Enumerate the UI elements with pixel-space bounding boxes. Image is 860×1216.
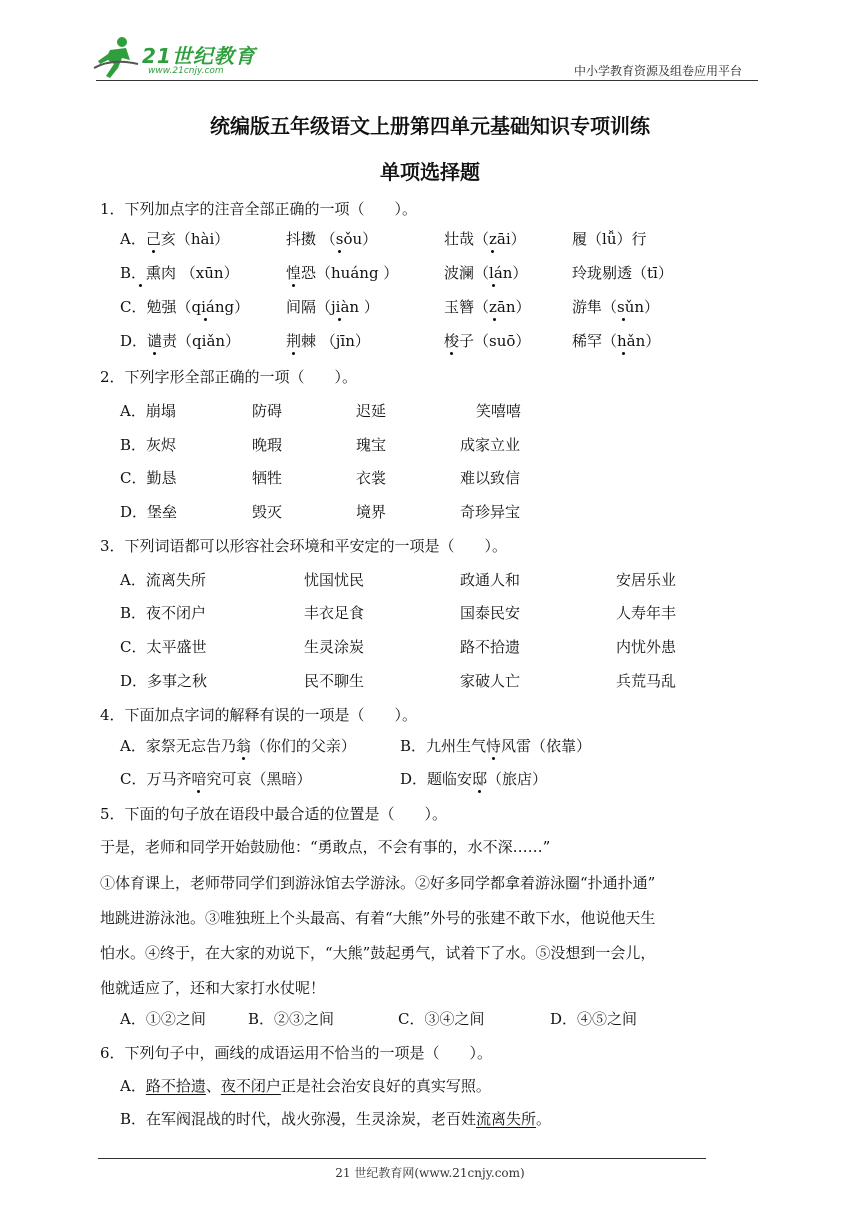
q2-word: 笑嘻嘻: [476, 402, 522, 420]
q5-option-c: C．③④之间: [398, 1010, 485, 1028]
q1-option-c-word-3: 玉簪（zān）: [444, 298, 531, 316]
runner-logo-icon: [92, 34, 142, 80]
q3-word: 内忧外患: [616, 638, 677, 656]
q1-option-b-word-4: 玲珑剔透（tī）: [572, 264, 673, 282]
q2-word: 牺牲: [252, 469, 283, 487]
q1-option-c-word-2: 间隔（jiàn ）: [286, 298, 379, 316]
q3-word: 兵荒马乱: [616, 672, 677, 690]
q2-word: 毁灭: [252, 503, 283, 521]
q5-option-a: A．①②之间: [120, 1010, 206, 1028]
q1-option-a-word-2: 抖擞 （sǒu）: [286, 230, 378, 248]
q3-word: 人寿年丰: [616, 604, 677, 622]
q2-word: 迟延: [356, 402, 387, 420]
q4-option-a: A．家祭无忘告乃翁（你们的父亲）: [120, 737, 356, 755]
q3-word: 路不拾遗: [460, 638, 521, 656]
q1-option-d: D．谴责（qiǎn）: [120, 332, 241, 350]
footer-divider: [98, 1158, 706, 1159]
q2-word: 防碍: [252, 402, 283, 420]
q5-passage-line: ①体育课上，老师带同学们到游泳馆去学游泳。②好多同学都拿着游泳圈“扑通扑通”: [100, 874, 656, 892]
q2-option-a: A．崩塌: [120, 402, 176, 420]
q5-passage-line: 地跳进游泳池。③唯独班上个头最高、有着“大熊”外号的张建不敢下水，他说他天生: [100, 909, 656, 927]
q1-option-b-word-2: 惶恐（huáng ）: [286, 264, 399, 282]
q5-passage-line: 怕水。④终于，在大家的劝说下，“大熊”鼓起勇气，试着下了水。⑤没想到一会儿，: [100, 944, 656, 962]
q6-option-a: A．路不拾遗、夜不闭户正是社会治安良好的真实写照。: [120, 1077, 491, 1095]
question-6-stem: 6．下列句子中，画线的成语运用不恰当的一项是（ ）。: [100, 1044, 493, 1062]
q2-word: 成家立业: [460, 436, 521, 454]
q1-option-b-word-3: 波澜（lán）: [444, 264, 528, 282]
question-3-stem: 3．下列词语都可以形容社会环境和平安定的一项是（ ）。: [100, 537, 508, 555]
q3-word: 忧国忧民: [304, 571, 365, 589]
q1-option-d-word-2: 荆棘 （jīn）: [286, 332, 370, 350]
question-1-stem: 1．下列加点字的注音全部正确的一项（ ）。: [100, 200, 418, 218]
q4-option-c: C．万马齐喑究可哀（黑暗）: [120, 770, 312, 788]
q3-option-c: C．太平盛世: [120, 638, 207, 656]
question-4-stem: 4．下面加点字词的解释有误的一项是（ ）。: [100, 706, 418, 724]
q5-sentence: 于是，老师和同学开始鼓励他：“勇敢点，不会有事的，水不深……”: [100, 838, 551, 856]
q2-word: 瑰宝: [356, 436, 387, 454]
q3-word: 家破人亡: [460, 672, 521, 690]
q2-word: 奇珍异宝: [460, 503, 521, 521]
q3-word: 政通人和: [460, 571, 521, 589]
question-2-stem: 2．下列字形全部正确的一项（ ）。: [100, 368, 358, 386]
footer-text: 21 世纪教育网(www.21cnjy.com): [335, 1166, 525, 1180]
q2-word: 境界: [356, 503, 387, 521]
q3-option-d: D．多事之秋: [120, 672, 208, 690]
question-5-stem: 5．下面的句子放在语段中最合适的位置是（ ）。: [100, 805, 448, 823]
q6-option-b: B．在军阀混战的时代，战火弥漫，生灵涂炭，老百姓流离失所。: [120, 1110, 552, 1128]
q1-option-a-word-4: 履（lǚ）行: [572, 230, 647, 248]
q1-option-d-word-3: 梭子（suō）: [444, 332, 531, 350]
q2-word: 晚瑕: [252, 436, 283, 454]
q1-option-a: A．己亥（hài）: [120, 230, 230, 248]
q5-option-d: D．④⑤之间: [550, 1010, 638, 1028]
header-tagline: 中小学教育资源及组卷应用平台: [574, 64, 743, 78]
q1-option-a-word-3: 壮哉（zāi）: [444, 230, 526, 248]
q3-option-a: A．流离失所: [120, 571, 206, 589]
page-title: 统编版五年级语文上册第四单元基础知识专项训练: [210, 114, 650, 138]
q1-option-c-word-4: 游隼（sǔn）: [572, 298, 660, 316]
q3-word: 国泰民安: [460, 604, 521, 622]
q1-option-c: C．勉强（qiáng）: [120, 298, 250, 316]
q4-option-d: D．题临安邸（旅店）: [400, 770, 548, 788]
q2-word: 难以致信: [460, 469, 521, 487]
q3-option-b: B．夜不闭户: [120, 604, 207, 622]
section-title: 单项选择题: [380, 160, 480, 184]
q2-option-b: B．灰烬: [120, 436, 177, 454]
site-logo: [92, 34, 262, 80]
q3-word: 丰衣足食: [304, 604, 365, 622]
q5-passage-line: 他就适应了，还和大家打水仗呢！: [100, 979, 326, 997]
q2-option-d: D．堡垒: [120, 503, 178, 521]
q5-option-b: B．②③之间: [248, 1010, 335, 1028]
q3-word: 民不聊生: [304, 672, 365, 690]
header-divider: [96, 80, 758, 81]
logo-text: 21世纪教育: [142, 44, 256, 68]
q1-option-d-word-4: 稀罕（hǎn）: [572, 332, 661, 350]
q2-word: 衣裳: [356, 469, 387, 487]
logo-url: www.21cnjy.com: [148, 66, 224, 76]
q3-word: 安居乐业: [616, 571, 677, 589]
q4-option-b: B．九州生气恃风雷（依靠）: [400, 737, 592, 755]
q1-option-b: B．熏肉 （xūn）: [120, 264, 239, 282]
q2-option-c: C．勤恳: [120, 469, 177, 487]
q3-word: 生灵涂炭: [304, 638, 365, 656]
